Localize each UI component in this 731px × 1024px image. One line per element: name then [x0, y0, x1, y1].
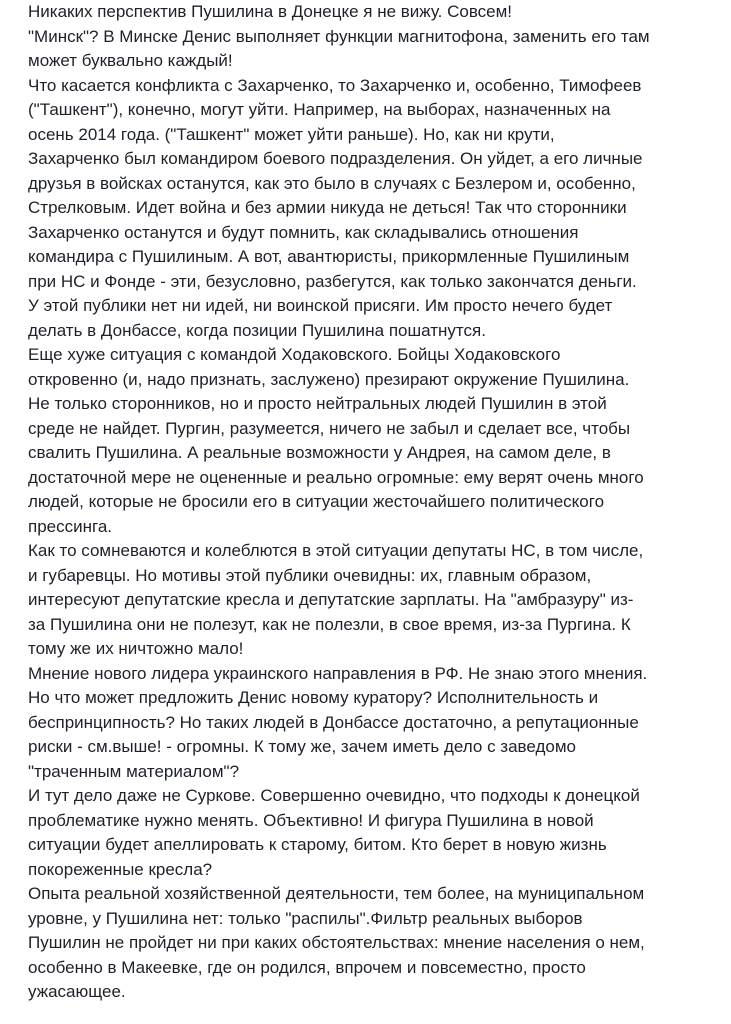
post-text-line: и губаревцы. Но мотивы этой публики очевидны: их, главным образом,	[28, 565, 592, 585]
post-text-line: откровенно (и, надо признать, заслужено) презирают окружение Пушилина.	[28, 369, 630, 389]
post-text	[28, 0, 728, 1005]
post-text-line: может буквально каждый!	[28, 51, 233, 70]
post-text-line: Что касается конфликта с Захарченко, то Захарченко и, особенно, Тимофеев	[28, 75, 642, 95]
post-text-line: Захарченко был командиром боевого подразделения. Он уйдет, а его личные	[28, 149, 643, 168]
post-text-line: уровне, у Пушилина нет: только "распилы".Фильтр реальных выборов	[28, 908, 583, 928]
post-text-line: У этой публики нет ни идей, ни воинской присяги. Им просто нечего будет	[28, 296, 613, 315]
post-text-line: свалить Пушилина. А реальные возможности у Андрея, на самом деле, в	[28, 443, 611, 462]
post-text-line: ситуации будет апеллировать к старому, битом. Кто берет в новую жизнь	[28, 835, 607, 854]
post-text-line: делать в Донбассе, когда позиции Пушилина пошатнутся.	[28, 320, 486, 340]
post-text-line: осень 2014 года. ("Ташкент" может уйти раньше). Но, как ни крути,	[28, 124, 555, 144]
post-text-line: друзья в войсках останутся, как это было в случаях с Безлером и, особенно,	[28, 173, 636, 193]
post-text-line: Как то сомневаются и колеблются в этой ситуации депутаты НС, в том числе,	[28, 541, 644, 560]
post-text-line: риски - см.выше! - огромны. К тому же, зачем иметь дело с заведомо	[28, 737, 576, 756]
post-text-line: достаточной мере не оцененные и реально огромные: ему верят очень много	[28, 467, 644, 487]
post-text-line: за Пушилина они не полезут, как не полезли, в свое время, из-за Пургина. К	[28, 614, 631, 634]
post-text-line: проблематике нужно менять. Объективно! И фигура Пушилина в новой	[28, 810, 594, 830]
post-text-line: Захарченко останутся и будут помнить, как складывались отношения	[28, 222, 579, 242]
post-text-line: людей, которые не бросили его в ситуации жесточайшего политического	[28, 492, 605, 511]
post-text-line: особенно в Макеевке, где он родился, впрочем и повсеместно, просто	[28, 957, 586, 977]
post-text-line: ("Ташкент"), конечно, могут уйти. Например, на выборах, назначенных на	[28, 100, 611, 119]
post-text-line: "траченным материалом"?	[28, 761, 240, 781]
post-text-line: беспринципность? Но таких людей в Донбассе достаточно, а репутационные	[28, 712, 639, 732]
post-text-line: "Минск"? В Минске Денис выполняет функции магнитофона, заменить его там	[28, 26, 650, 46]
post-text-line: Мнение нового лидера украинского направления в РФ. Не знаю этого мнения.	[28, 663, 648, 683]
post-text-line: прессинга.	[28, 516, 113, 536]
post-text-line: И тут дело даже не Суркове. Совершенно очевидно, что подходы к донецкой	[28, 786, 640, 805]
post-text-line: Стрелковым. Идет война и без армии никуда не деться! Так что сторонники	[28, 198, 627, 217]
post-text-line: Не только сторонников, но и просто нейтральных людей Пушилин в этой	[28, 394, 607, 413]
post-text-line: Еще хуже ситуация с командой Ходаковского. Бойцы Ходаковского	[28, 345, 561, 364]
post-text-line: Но что может предложить Денис новому куратору? Исполнительность и	[28, 688, 599, 707]
post-text-line: командира с Пушилиным. А вот, авантюристы, прикормленные Пушилиным	[28, 247, 630, 266]
post-text-line: при НС и Фонде - эти, безусловно, разбегутся, как только закончатся деньги.	[28, 271, 637, 291]
post-text-line: покореженные кресла?	[28, 859, 213, 879]
post-text-line: интересуют депутатские кресла и депутатские зарплаты. На "амбразуру" из-	[28, 590, 634, 609]
post-text-line: среде не найдет. Пургин, разумеется, ничего не забыл и сделает все, чтобы	[28, 418, 631, 438]
post-text-line: Пушилин не пройдет ни при каких обстоятельствах: мнение населения о нем,	[28, 933, 645, 952]
post-text-line: ужасающее.	[28, 982, 126, 1001]
post-text-line: тому же их ничтожно мало!	[28, 639, 244, 658]
post-text-line: Опыта реальной хозяйственной деятельности, тем более, на муниципальном	[28, 884, 645, 903]
post-text-line: Никаких перспектив Пушилина в Донецке я не вижу. Совсем!	[28, 2, 513, 21]
